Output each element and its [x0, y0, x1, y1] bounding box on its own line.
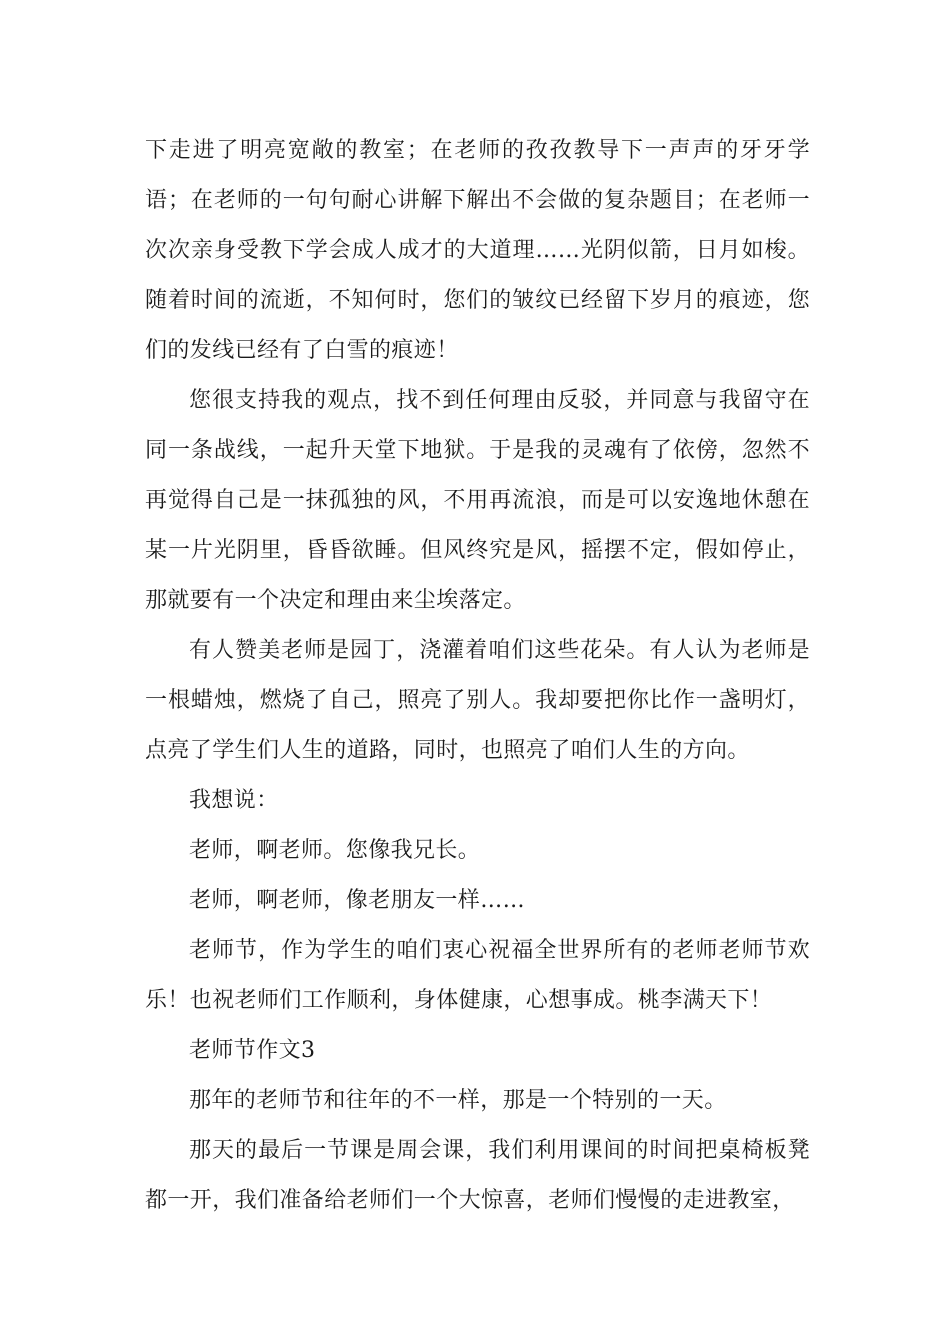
- paragraph: 有人赞美老师是园丁，浇灌着咱们这些花朵。有人认为老师是一根蜡烛，燃烧了自己，照亮了别人。我却要把你比作一盏明灯，点亮了学生们人生的道路，同时，也照亮了咱们人生的方向。: [145, 638, 810, 763]
- paragraph: 老师，啊老师，像老朋友一样……: [189, 888, 526, 913]
- paragraph: 那天的最后一节课是周会课，我们利用课间的时间把桌椅板凳都一开，我们准备给老师们一个大惊喜，老师们慢慢的走进教室，: [145, 1138, 810, 1213]
- paragraph: 那年的老师节和往年的不一样，那是一个特别的一天。: [189, 1088, 727, 1113]
- paragraph: 老师，啊老师。您像我兄长。: [189, 838, 481, 863]
- section-heading: 老师节作文3: [189, 1038, 316, 1063]
- paragraph: 我想说：: [189, 788, 279, 813]
- paragraph-continuation: 下走进了明亮宽敞的教室；在老师的孜孜教导下一声声的牙牙学语；在老师的一句句耐心讲解下解出不会做的复杂题目；在老师一次次亲身受教下学会成人成才的大道理……光阴似箭，日月如梭。随着时间的流逝，不知何时，您们的皱纹已经留下岁月的痕迹，您们的发线已经有了白雪的痕迹！: [145, 138, 810, 363]
- paragraph: 老师节，作为学生的咱们衷心祝福全世界所有的老师老师节欢乐！也祝老师们工作顺利，身体健康，心想事成。桃李满天下！: [145, 938, 810, 1013]
- document-body: [145, 126, 810, 1226]
- paragraph: 您很支持我的观点，找不到任何理由反驳，并同意与我留守在同一条战线，一起升天堂下地狱。于是我的灵魂有了依傍，忽然不再觉得自己是一抹孤独的风，不用再流浪，而是可以安逸地休憩在某一片光阴里，昏昏欲睡。但风终究是风，摇摆不定，假如停止，那就要有一个决定和理由来尘埃落定。: [145, 388, 810, 613]
